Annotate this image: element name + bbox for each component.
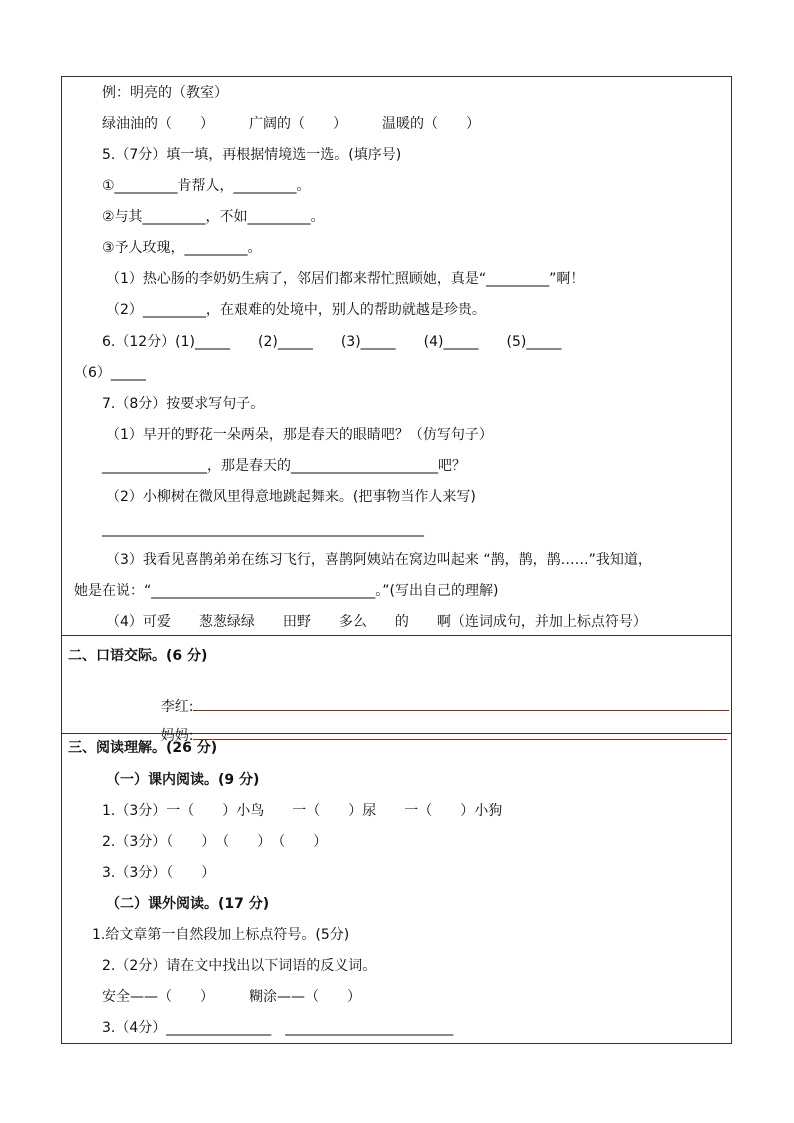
part2-title: 二、口语交际。(6 分) — [68, 648, 208, 664]
speaker-mama: 妈妈: — [160, 728, 194, 744]
section-part3 — [62, 733, 731, 1045]
q7-sub3: （3）我看见喜鹊弟弟在练习飞行，喜鹊阿姨站在窝边叫起来 “鹊，鹊，鹊……”我知道， — [106, 552, 652, 568]
q4-blanks: 绿油油的（ ） 广阔的（ ） 温暖的（ ） — [102, 116, 480, 132]
q7-sub2: （2）小柳树在微风里得意地跳起舞来。(把事物当作人来写) — [106, 489, 476, 505]
q5-title: 5.（7分）填一填，再根据情境选一选。(填序号) — [102, 147, 402, 163]
example-line: 例：明亮的（教室） — [102, 85, 228, 101]
q5-item1: ①_________肯帮人，_________。 — [102, 178, 311, 194]
extra-q2: 2.（2分）请在文中找出以下词语的反义词。 — [102, 958, 377, 974]
q6-line2: （6）_____ — [74, 365, 146, 381]
q7-sub1-answer: _______________，那是春天的_____________________吧？ — [102, 458, 466, 474]
q5-item3: ③予人玫瑰，_________。 — [102, 240, 262, 256]
q5-scenario1: （1）热心肠的李奶奶生病了，邻居们都来帮忙照顾她，真是“_________”啊！ — [106, 271, 585, 287]
q5-item2: ②与其_________，不如_________。 — [102, 209, 325, 225]
part3-title: 三、阅读理解。(26 分) — [68, 740, 218, 756]
reading-q3: 3.（3分）（ ） — [102, 865, 216, 881]
answer-sheet — [61, 76, 732, 1044]
extra-q1: 1.给文章第一自然段加上标点符号。(5分) — [92, 927, 350, 943]
reading-sub1-title: （一）课内阅读。(9 分) — [106, 772, 260, 788]
reading-sub2-title: （二）课外阅读。(17 分) — [106, 896, 270, 912]
reading-q2: 2.（3分）（ ） （ ） （ ） — [102, 834, 328, 850]
q7-sub1: （1）早开的野花一朵两朵，那是春天的眼睛吧？（仿写句子） — [106, 427, 493, 443]
q7-sub4: （4）可爱 葱葱绿绿 田野 多么 的 啊（连词成句，并加上标点符号） — [106, 614, 647, 630]
section-part2 — [62, 635, 731, 744]
extra-antonyms: 安全——（ ） 糊涂——（ ） — [102, 989, 361, 1005]
q7-sub3-answer: 她是在说：“________________________________。”(写出自己的理解) — [74, 583, 499, 599]
section-part1 — [62, 77, 731, 636]
q5-scenario2: （2）_________，在艰难的处境中，别人的帮助就越是珍贵。 — [106, 302, 486, 318]
reading-q1: 1.（3分）一（ ）小鸟 一（ ）尿 一（ ）小狗 — [102, 803, 503, 819]
speaker-lihong: 李红: — [160, 699, 194, 715]
q6-line1: 6.（12分）(1)_____ (2)_____ (3)_____ (4)_____ (5)_____ — [102, 334, 562, 350]
extra-q3: 3.（4分）_______________ ________________________ — [102, 1020, 454, 1036]
q7-title: 7.（8分）按要求写句子。 — [102, 396, 265, 412]
q7-sub2-answer: ______________________________________________ — [102, 521, 424, 537]
